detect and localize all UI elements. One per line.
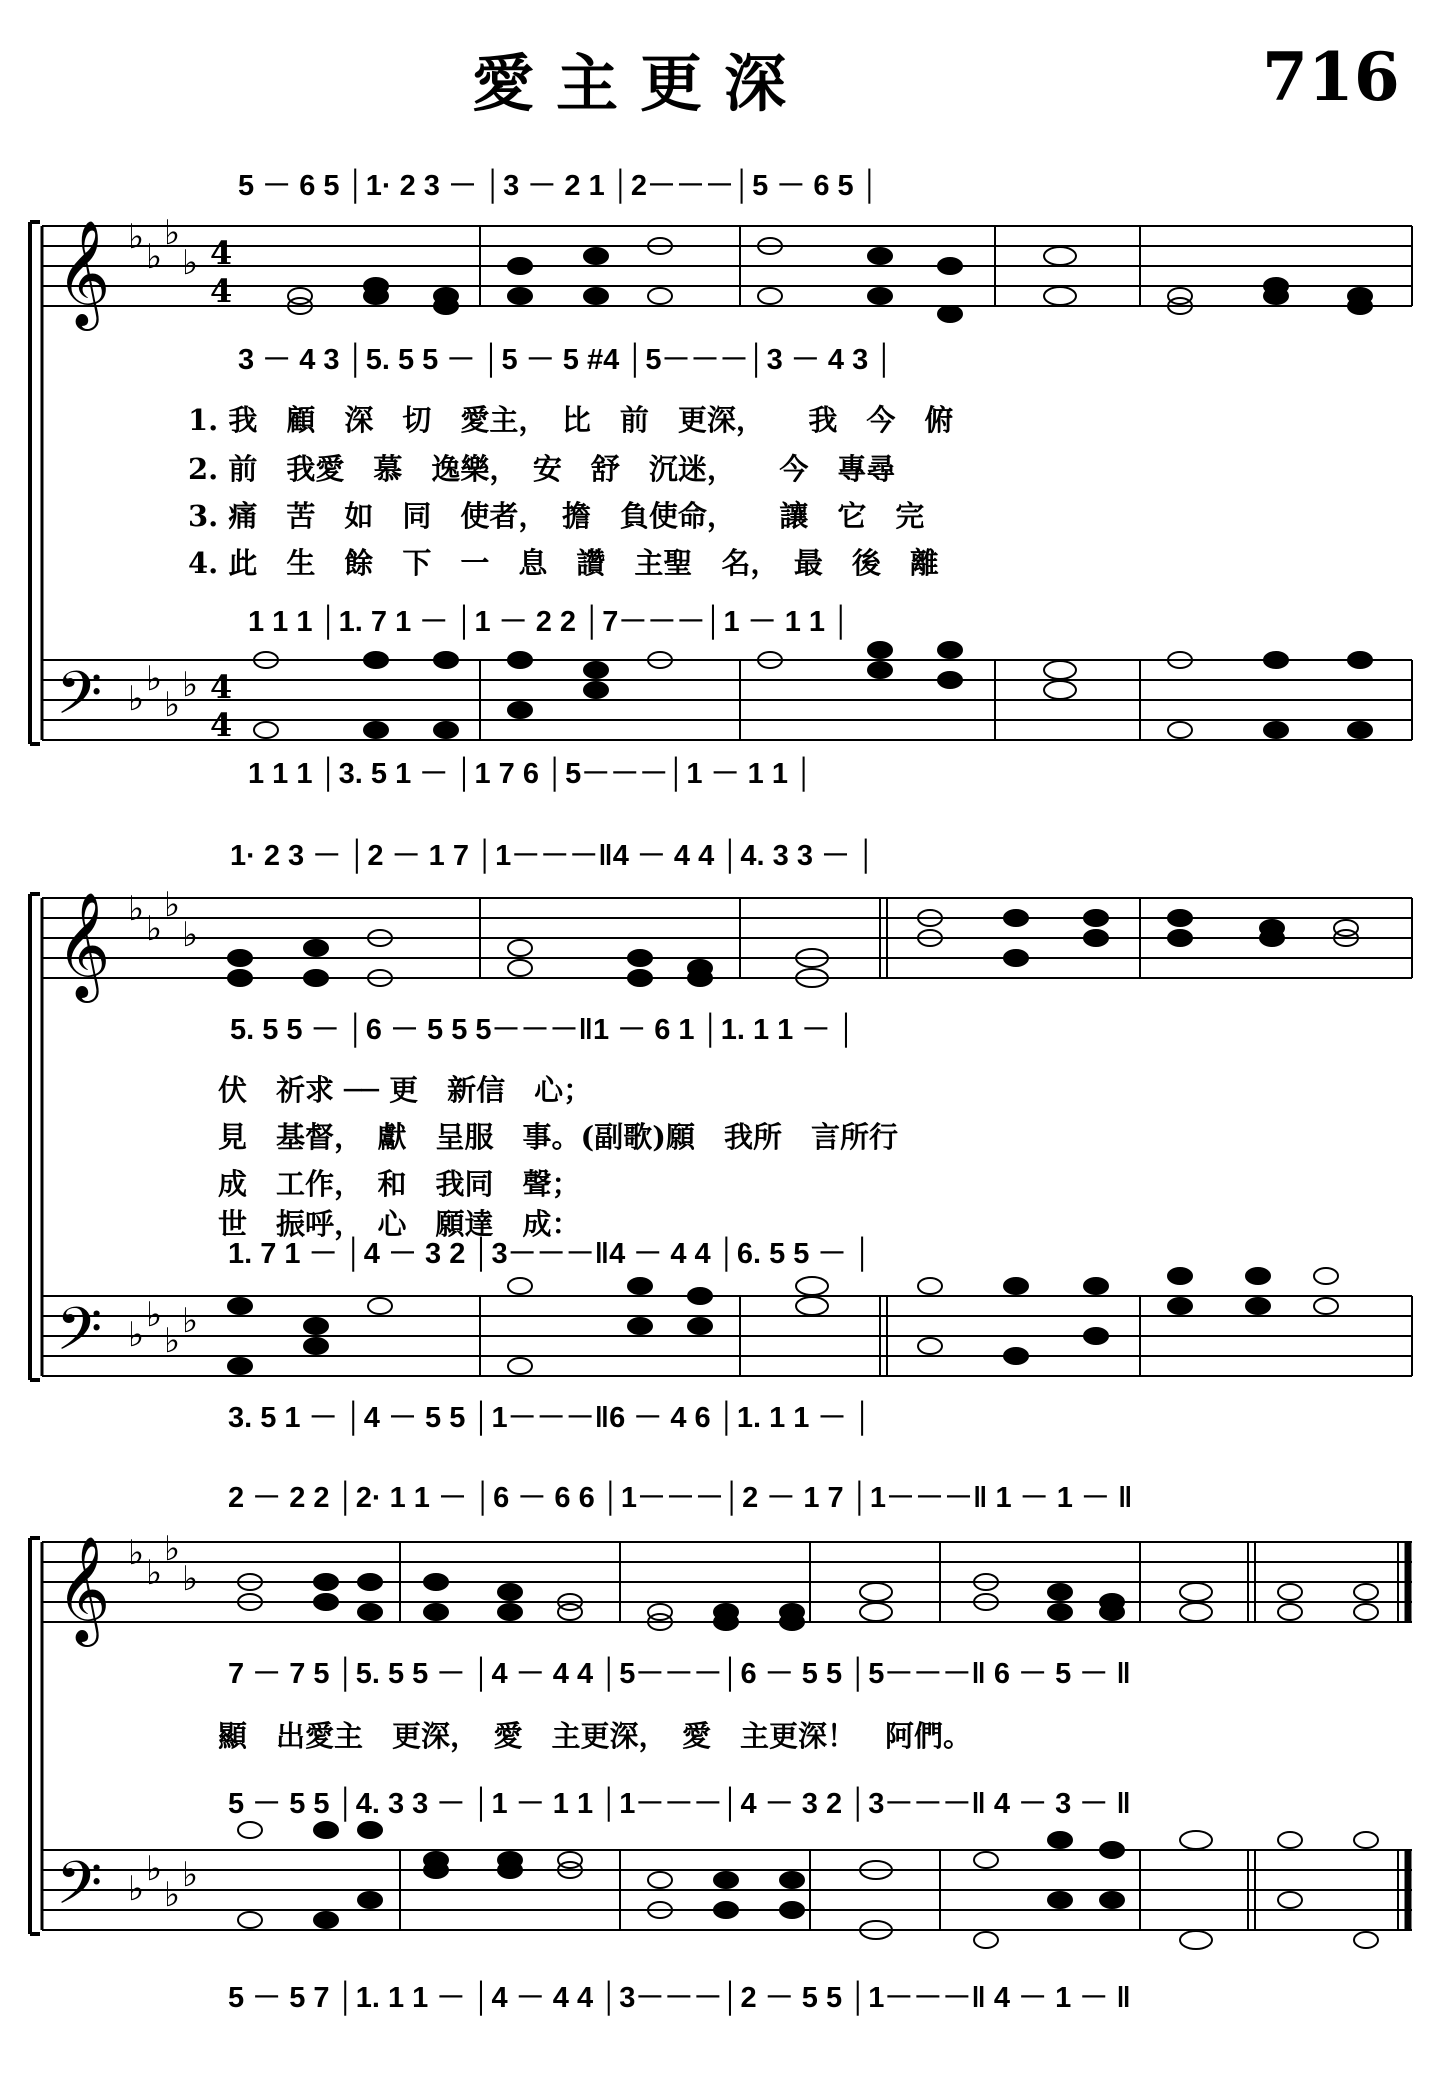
svg-text:♭: ♭ xyxy=(182,665,199,705)
soprano-numbers: 1· 2 3 － │2 － 1 7 │1－－－‖4 － 4 4 │4. 3 3 － │ xyxy=(230,840,877,872)
svg-text:♭: ♭ xyxy=(164,1321,181,1361)
lyric-line: 3. 痛 苦 如 同 使者， 擔 負使命， 讓 它 完 xyxy=(188,499,925,533)
svg-text:♭: ♭ xyxy=(146,1849,163,1889)
svg-text:♭: ♭ xyxy=(128,1869,145,1909)
bass-staff xyxy=(42,660,1412,740)
alto-numbers: 3 － 4 3 │5. 5 5 － │5 － 5 #4 │5－－－│3 － 4 3 │ xyxy=(238,344,895,376)
svg-text:♭: ♭ xyxy=(164,685,181,725)
svg-text:𝄞: 𝄞 xyxy=(56,219,111,326)
soprano-numbers: 5 － 6 5 │1· 2 3 － │3 － 2 1 │2－－－│5 － 6 5 │ xyxy=(238,170,880,202)
alto-numbers: 7 － 7 5 │5. 5 5 － │4 － 4 4 │5－－－│6 － 5 5 │5－－－‖ 6 － 5 － ‖ xyxy=(228,1658,1131,1690)
lyric-line: 見 基督， 獻 呈服 事。(副歌)願 我所 言所行 xyxy=(218,1120,898,1154)
svg-text:4: 4 xyxy=(210,234,233,272)
lyric-line: 1. 我 顧 深 切 愛主， 比 前 更深， 我 今 俯 xyxy=(188,403,954,437)
hymn-number: 716 xyxy=(1262,38,1400,116)
bass-numbers: 1 1 1 │3. 5 1 － │1 7 6 │5－－－│1 － 1 1 │ xyxy=(248,758,815,790)
svg-text:4: 4 xyxy=(210,706,233,744)
svg-text:♭: ♭ xyxy=(128,889,145,929)
svg-text:𝄢: 𝄢 xyxy=(56,1848,103,1932)
soprano-numbers: 2 － 2 2 │2· 1 1 － │6 － 6 6 │1－－－│2 － 1 7 │1－－－‖ 1 － 1 － ‖ xyxy=(228,1482,1133,1514)
svg-text:♭: ♭ xyxy=(128,679,145,719)
svg-text:𝄢: 𝄢 xyxy=(56,658,103,742)
svg-text:♭: ♭ xyxy=(128,217,145,257)
tenor-numbers: 1. 7 1 － │4 － 3 2 │3－－－‖4 － 4 4 │6. 5 5 － │ xyxy=(228,1238,873,1270)
bass-numbers: 3. 5 1 － │4 － 5 5 │1－－－‖6 － 4 6 │1. 1 1 － │ xyxy=(228,1402,873,1434)
lyric-line: 成 工作， 和 我同 聲； xyxy=(218,1167,581,1201)
svg-text:♭: ♭ xyxy=(164,1875,181,1915)
svg-text:𝄞: 𝄞 xyxy=(56,891,111,998)
lyric-line: 2. 前 我愛 慕 逸樂， 安 舒 沉迷， 今 專尋 xyxy=(188,452,896,486)
svg-text:𝄞: 𝄞 xyxy=(56,1535,111,1642)
lyric-line: 4. 此 生 餘 下 一 息 讚 主聖 名， 最 後 離 xyxy=(188,546,939,580)
svg-text:♭: ♭ xyxy=(182,243,199,283)
lyric-line: 世 振呼， 心 願達 成： xyxy=(218,1207,581,1241)
lyric-line: 顯 出愛主 更深， 愛 主更深， 愛 主更深！ 阿們。 xyxy=(218,1719,973,1753)
svg-text:♭: ♭ xyxy=(128,1315,145,1355)
svg-text:♭: ♭ xyxy=(128,1533,145,1573)
tenor-numbers: 5 － 5 5 │4. 3 3 － │1 － 1 1 │1－－－│4 － 3 2 │3－－－‖ 4 － 3 － ‖ xyxy=(228,1788,1131,1820)
svg-text:♭: ♭ xyxy=(164,213,181,253)
svg-text:4: 4 xyxy=(210,668,233,706)
svg-text:4: 4 xyxy=(210,272,233,310)
svg-text:♭: ♭ xyxy=(146,909,163,949)
lyric-line: 伏 祈求 ── 更 新信 心； xyxy=(218,1073,593,1107)
tenor-numbers: 1 1 1 │1. 7 1 － │1 － 2 2 │7－－－│1 － 1 1 │ xyxy=(248,606,852,638)
treble-staff xyxy=(42,226,1412,306)
svg-text:𝄢: 𝄢 xyxy=(56,1294,103,1378)
svg-text:♭: ♭ xyxy=(146,1295,163,1335)
bass-numbers: 5 － 5 7 │1. 1 1 － │4 － 4 4 │3－－－│2 － 5 5 │1－－－‖ 4 － 1 － ‖ xyxy=(228,1982,1131,2014)
svg-text:♭: ♭ xyxy=(146,659,163,699)
svg-text:♭: ♭ xyxy=(164,1529,181,1569)
svg-text:♭: ♭ xyxy=(182,1855,199,1895)
svg-text:♭: ♭ xyxy=(182,915,199,955)
svg-text:♭: ♭ xyxy=(146,237,163,277)
svg-text:♭: ♭ xyxy=(182,1559,199,1599)
svg-text:♭: ♭ xyxy=(164,885,181,925)
svg-text:♭: ♭ xyxy=(182,1301,199,1341)
hymn-title: 愛主更深 xyxy=(471,47,808,120)
svg-text:♭: ♭ xyxy=(146,1553,163,1593)
alto-numbers: 5. 5 5 － │6 － 5 5 5－－－‖1 － 6 1 │1. 1 1 － │ xyxy=(230,1014,857,1046)
